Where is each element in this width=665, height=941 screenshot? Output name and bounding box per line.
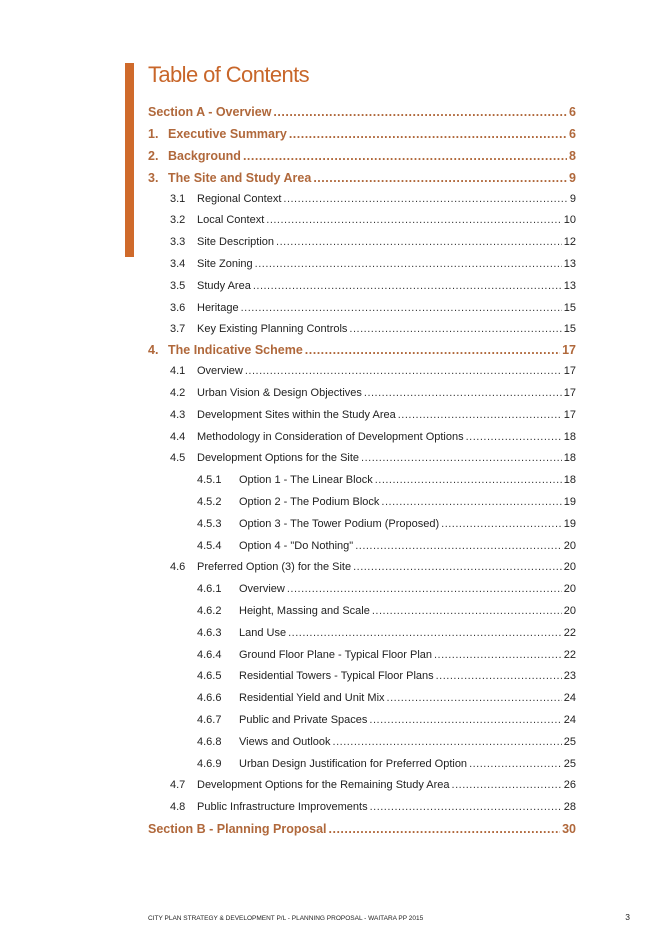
toc-entry-number: 4.5.3 [197,518,222,530]
dot-leader [243,149,567,163]
dot-leader [255,258,562,270]
toc-entry-number: 4.6 [170,561,186,573]
toc-entry-page: 18 [563,474,576,486]
toc-entry-subsubsection[interactable] [197,627,576,647]
toc-entry-text: Option 1 - The Linear Block [239,474,373,486]
dot-leader [349,323,561,335]
page-number: 3 [625,912,630,922]
toc-entry-subsubsection[interactable] [197,518,576,538]
toc-entry-number: 3.3 [170,236,186,248]
toc-entry-page: 19 [563,496,576,508]
toc-entry-subsection[interactable] [170,452,576,472]
toc-entry-subsubsection[interactable] [197,692,576,712]
toc-entry-subsubsection[interactable] [197,758,576,778]
toc-entry-subsubsection[interactable] [197,714,576,734]
dot-leader [434,649,562,661]
toc-entry-text: Heritage [197,302,239,314]
toc-entry-number: 3.5 [170,280,186,292]
toc-entry-text: Regional Context [197,193,282,205]
toc-entry-number: 4.1 [170,365,186,377]
toc-entry-text: Section A - Overview [148,105,272,119]
toc-entry-page: 24 [563,692,576,704]
toc-entry-text: Development Sites within the Study Area [197,409,396,421]
toc-entry-number: 3.1 [170,193,186,205]
toc-entry-subsubsection[interactable] [197,736,576,756]
toc-entry-page: 20 [563,605,576,617]
toc-entry-subsection[interactable] [170,779,576,799]
dot-leader [276,236,562,248]
dot-leader [355,540,562,552]
toc-entry-number: 2. [148,149,159,163]
toc-entry-page: 9 [569,171,576,185]
toc-entry-number: 3.4 [170,258,186,270]
toc-entry-text: Site Zoning [197,258,253,270]
toc-entry-page: 22 [563,627,576,639]
toc-entry-text: Overview [197,365,243,377]
toc-entry-page: 12 [563,236,576,248]
toc-entry-chapter[interactable] [148,343,576,363]
toc-entry-page: 15 [563,302,576,314]
dot-leader [266,214,561,226]
dot-leader [370,801,562,813]
toc-entry-section[interactable] [148,822,576,842]
toc-entry-subsection[interactable] [170,214,576,234]
dot-leader [369,714,561,726]
page-footer [148,912,630,922]
toc-entry-text: Site Description [197,236,275,248]
toc-entry-page: 23 [563,670,576,682]
dot-leader [329,822,561,836]
toc-entry-text: Preferred Option (3) for the Site [197,561,352,573]
toc-entry-page: 28 [563,801,576,813]
toc-entry-text: Option 4 - "Do Nothing" [239,540,354,552]
toc-entry-page: 20 [563,561,576,573]
toc-entry-subsubsection[interactable] [197,474,576,494]
toc-entry-text: Views and Outlook [239,736,331,748]
toc-entry-page: 20 [563,540,576,552]
toc-entry-page: 25 [563,736,576,748]
toc-entry-text: The Indicative Scheme [168,343,303,357]
toc-entry-number: 4.6.1 [197,583,222,595]
dot-leader [372,605,562,617]
toc-entry-page: 30 [562,822,576,836]
toc-entry-subsection[interactable] [170,409,576,429]
toc-entry-page: 17 [562,343,576,357]
toc-entry-page: 19 [563,518,576,530]
toc-entry-number: 4.4 [170,431,186,443]
dot-leader [283,193,567,205]
toc-entry-number: 3.7 [170,323,186,335]
toc-entry-number: 4.5 [170,452,186,464]
toc-entry-page: 26 [563,779,576,791]
toc-entry-text: Development Options for the Site [197,452,360,464]
dot-leader [441,518,562,530]
dot-leader [273,105,567,119]
toc-entry-number: 4.6.7 [197,714,222,726]
toc-entry-text: Land Use [239,627,287,639]
toc-entry-subsection[interactable] [170,561,576,581]
toc-entry-page: 6 [569,105,576,119]
toc-entry-page: 18 [563,431,576,443]
toc-entry-page: 17 [563,409,576,421]
toc-entry-page: 25 [563,758,576,770]
dot-leader [381,496,561,508]
toc-entry-page: 20 [563,583,576,595]
dot-leader [364,387,562,399]
toc-entry-text: Urban Vision & Design Objectives [197,387,362,399]
toc-entry-page: 13 [563,280,576,292]
toc-entry-page: 9 [569,193,576,205]
toc-entry-page: 10 [563,214,576,226]
toc-entry-subsection[interactable] [170,236,576,256]
dot-leader [469,758,562,770]
toc-entry-text: Study Area [197,280,251,292]
toc-entry-number: 4.6.6 [197,692,222,704]
toc-entry-page: 15 [563,323,576,335]
footer-text: CITY PLAN STRATEGY & DEVELOPMENT P/L - PLANNING PROPOSAL - WAITARA PP 2015 [148,915,424,922]
dot-leader [466,431,562,443]
toc-entry-subsection[interactable] [170,323,576,343]
toc-entry-subsection[interactable] [170,431,576,451]
toc-entry-number: 4.6.4 [197,649,222,661]
toc-entry-number: 4.6.3 [197,627,222,639]
toc-entry-page: 22 [563,649,576,661]
toc-entry-page: 24 [563,714,576,726]
toc-entry-text: Ground Floor Plane - Typical Floor Plan [239,649,432,661]
dot-leader [436,670,562,682]
toc-entry-number: 4.5.2 [197,496,222,508]
toc-entry-number: 4.8 [170,801,186,813]
toc-entry-subsubsection[interactable] [197,496,576,516]
toc-entry-text: Local Context [197,214,265,226]
dot-leader [398,409,562,421]
toc-entry-number: 4.6.2 [197,605,222,617]
dot-leader [305,343,560,357]
toc-entry-text: Urban Design Justification for Preferred Option [239,758,468,770]
toc-entry-subsection[interactable] [170,193,576,213]
toc-entry-subsubsection[interactable] [197,540,576,560]
toc-entry-text: Key Existing Planning Controls [197,323,348,335]
toc-entry-subsection[interactable] [170,801,576,821]
accent-bar [125,63,134,257]
toc-entry-subsubsection[interactable] [197,649,576,669]
dot-leader [287,583,562,595]
toc-entry-number: 4.6.8 [197,736,222,748]
toc-entry-number: 4.2 [170,387,186,399]
toc-entry-number: 4.5.4 [197,540,222,552]
toc-entry-text: Overview [239,583,285,595]
toc-entry-number: 4.6.5 [197,670,222,682]
dot-leader [361,452,562,464]
toc-entry-number: 1. [148,127,159,141]
toc-entry-text: Background [168,149,241,163]
toc-entry-number: 3.6 [170,302,186,314]
toc-entry-section[interactable] [148,105,576,125]
toc-entry-text: Residential Yield and Unit Mix [239,692,385,704]
toc-entry-page: 17 [563,387,576,399]
toc-entry-number: 3. [148,171,159,185]
toc-entry-subsection[interactable] [170,302,576,322]
toc-entry-text: Public Infrastructure Improvements [197,801,368,813]
toc-entry-text: Executive Summary [168,127,287,141]
dot-leader [245,365,562,377]
toc-entry-text: The Site and Study Area [168,171,312,185]
toc-entry-subsection[interactable] [170,365,576,385]
toc-entry-text: Development Options for the Remaining Study Area [197,779,450,791]
dot-leader [313,171,567,185]
toc-entry-subsubsection[interactable] [197,605,576,625]
toc-entry-chapter[interactable] [148,127,576,147]
toc-entry-subsubsection[interactable] [197,583,576,603]
toc-entry-page: 6 [569,127,576,141]
toc-entry-subsection[interactable] [170,258,576,278]
toc-entry-number: 4. [148,343,159,357]
toc-entry-number: 4.6.9 [197,758,222,770]
dot-leader [353,561,562,573]
toc-entry-chapter[interactable] [148,149,576,169]
toc-entry-page: 13 [563,258,576,270]
dot-leader [253,280,562,292]
toc-entry-text: Methodology in Consideration of Development Options [197,431,464,443]
toc-entry-number: 4.5.1 [197,474,222,486]
toc-entry-subsection[interactable] [170,387,576,407]
toc-entry-number: 4.7 [170,779,186,791]
toc-entry-page: 18 [563,452,576,464]
dot-leader [333,736,562,748]
dot-leader [387,692,562,704]
toc-entry-text: Residential Towers - Typical Floor Plans [239,670,434,682]
toc-entry-page: 8 [569,149,576,163]
toc-entry-number: 3.2 [170,214,186,226]
dot-leader [452,779,562,791]
toc-entry-text: Height, Massing and Scale [239,605,370,617]
toc-entry-subsection[interactable] [170,280,576,300]
toc-entry-subsubsection[interactable] [197,670,576,690]
toc-entry-number: 4.3 [170,409,186,421]
dot-leader [288,627,562,639]
dot-leader [375,474,562,486]
dot-leader [289,127,567,141]
toc-entry-text: Public and Private Spaces [239,714,368,726]
dot-leader [241,302,562,314]
toc-entry-text: Option 2 - The Podium Block [239,496,380,508]
toc-entry-page: 17 [563,365,576,377]
page-title: Table of Contents [148,62,310,87]
toc-entry-text: Option 3 - The Tower Podium (Proposed) [239,518,440,530]
toc-entry-chapter[interactable] [148,171,576,191]
toc-entry-text: Section B - Planning Proposal [148,822,327,836]
